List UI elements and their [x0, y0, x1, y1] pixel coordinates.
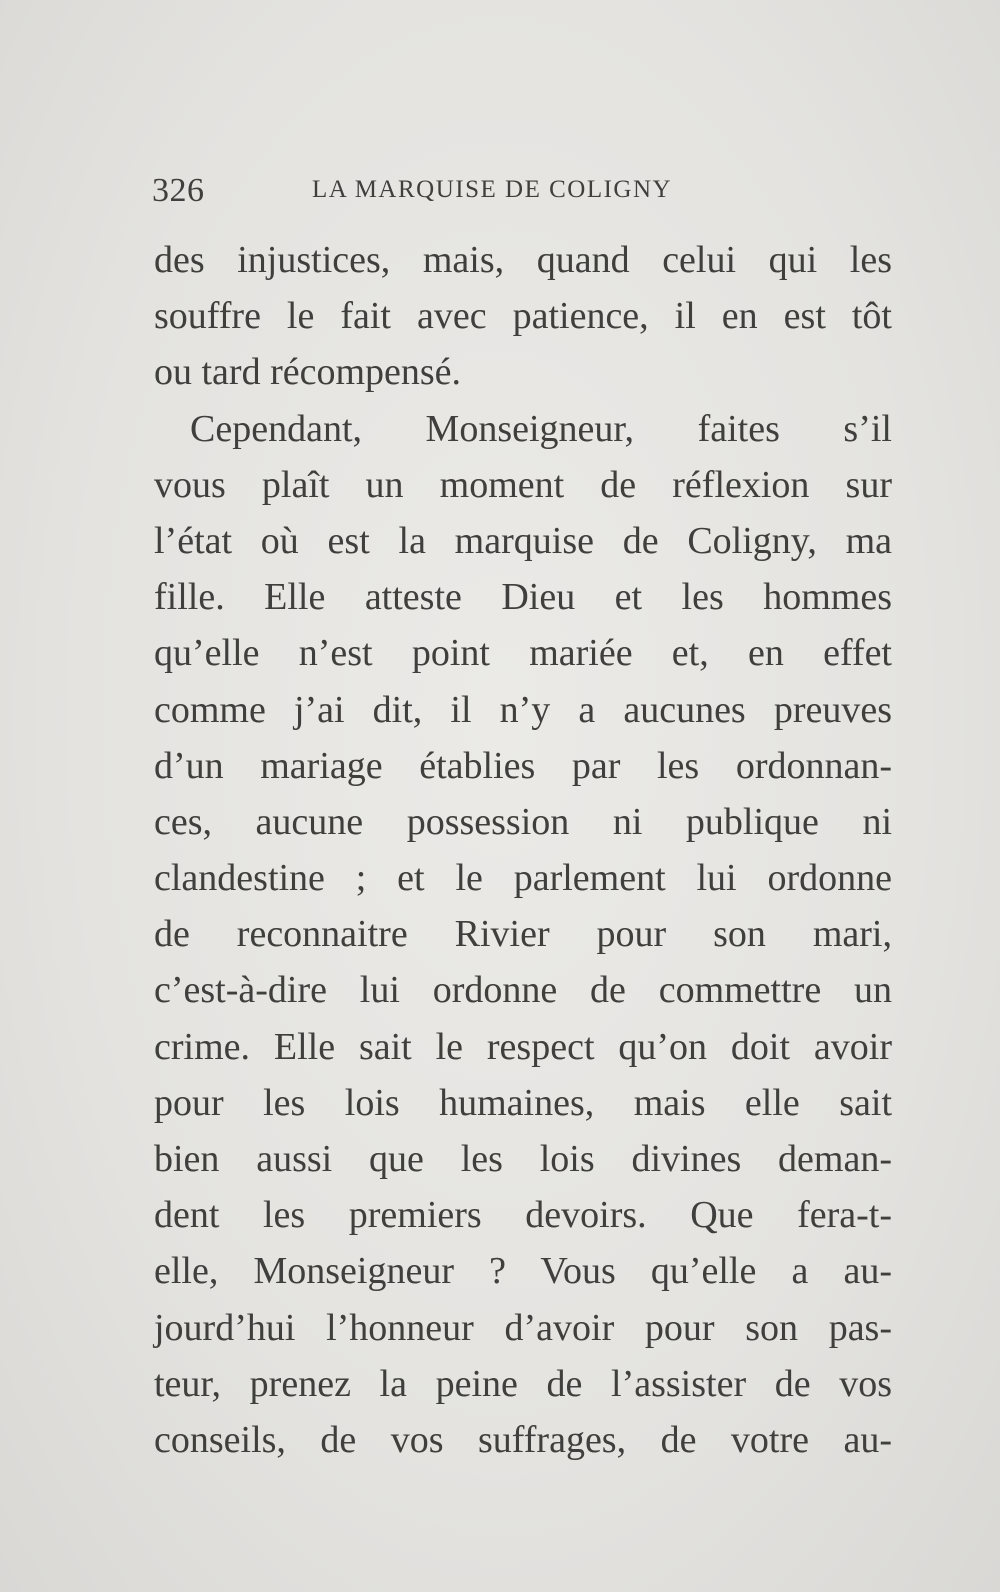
text-line: des injustices, mais, quand celui qui les	[154, 239, 892, 281]
text-line: bien aussi que les lois divines deman-	[154, 1138, 892, 1180]
text-line: souffre le fait avec patience, il en est tôt	[154, 295, 892, 338]
text-line: de reconnaitre Rivier pour son mari,	[154, 913, 892, 956]
text-line: ou tard récompensé.	[154, 351, 462, 394]
body-text	[154, 232, 892, 1468]
text-line: elle, Monseigneur ? Vous qu’elle a au-	[154, 1250, 892, 1293]
paragraph-start-line: Cependant, Monseigneur, faites s’il	[190, 407, 892, 450]
text-line: qu’elle n’est point mariée et, en effet	[154, 632, 892, 675]
text-line: pour les lois humaines, mais elle sait	[154, 1081, 892, 1124]
text-line: c’est-à-dire lui ordonne de commettre un	[154, 969, 892, 1012]
text-line: clandestine ; et le parlement lui ordonne	[154, 857, 892, 900]
text-line: conseils, de vos suffrages, de votre au-	[154, 1418, 892, 1461]
text-line: jourd’hui l’honneur d’avoir pour son pas-	[154, 1306, 892, 1349]
text-line: ces, aucune possession ni publique ni	[154, 800, 892, 843]
text-line: d’un mariage établies par les ordonnan-	[154, 744, 892, 787]
text-line: crime. Elle sait le respect qu’on doit avoir	[154, 1025, 892, 1068]
text-line: teur, prenez la peine de l’assister de vos	[154, 1362, 892, 1405]
running-title: LA MARQUISE DE COLIGNY	[312, 176, 673, 203]
page-header	[152, 172, 892, 212]
text-line: l’état où est la marquise de Coligny, ma	[154, 519, 892, 562]
text-line: vous plaît un moment de réflexion sur	[154, 463, 892, 506]
text-line: fille. Elle atteste Dieu et les hommes	[154, 576, 892, 619]
text-line: comme j’ai dit, il n’y a aucunes preuves	[154, 688, 892, 731]
text-line: dent les premiers devoirs. Que fera-t-	[154, 1194, 892, 1237]
page-number: 326	[152, 172, 205, 209]
